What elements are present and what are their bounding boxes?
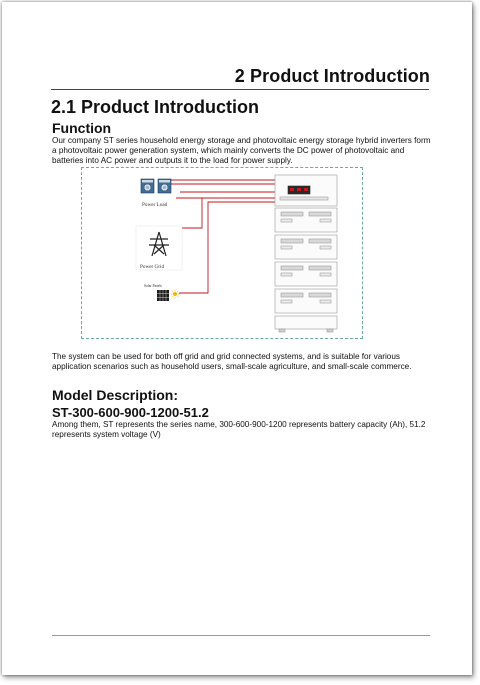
- power-load-label: Power Load: [142, 202, 168, 208]
- function-paragraph: Our company ST series household energy storage and photovoltaic energy storage hybrid inverters form a photovoltaic power generation system, which mainly converts the DC power of photovoltaic and batteries into AC power and outputs it to the load for power supply.: [52, 136, 431, 166]
- solar-panel-icon: [157, 290, 169, 301]
- inverter-battery-stack: [275, 175, 337, 332]
- function-heading: Function: [52, 120, 112, 136]
- section-title: 2.1 Product Introduction: [51, 97, 260, 117]
- sun-icon: [171, 290, 180, 299]
- model-description-paragraph: Among them, ST represents the series name, 300-600-900-1200 represents battery capacity (Ah), 51.2 represents system voltage (V): [52, 420, 426, 440]
- system-diagram-graphic: [82, 168, 364, 340]
- document-page: [2, 2, 472, 675]
- solar-panels-label: Solar Panels: [144, 284, 162, 288]
- washing-machine-icon: [141, 179, 171, 193]
- system-diagram: [81, 167, 363, 339]
- chapter-divider: [51, 89, 429, 90]
- chapter-title: 2 Product Introduction: [234, 66, 430, 86]
- model-description-heading: Model Description:: [52, 387, 179, 403]
- footer-divider: [52, 635, 430, 636]
- usage-paragraph: The system can be used for both off grid and grid connected systems, and is suitable for various application scenarios such as household users, small-scale agriculture, and small-scale commerce.: [52, 352, 412, 372]
- power-grid-label: Power Grid: [140, 264, 165, 270]
- model-code: ST-300-600-900-1200-51.2: [52, 405, 209, 420]
